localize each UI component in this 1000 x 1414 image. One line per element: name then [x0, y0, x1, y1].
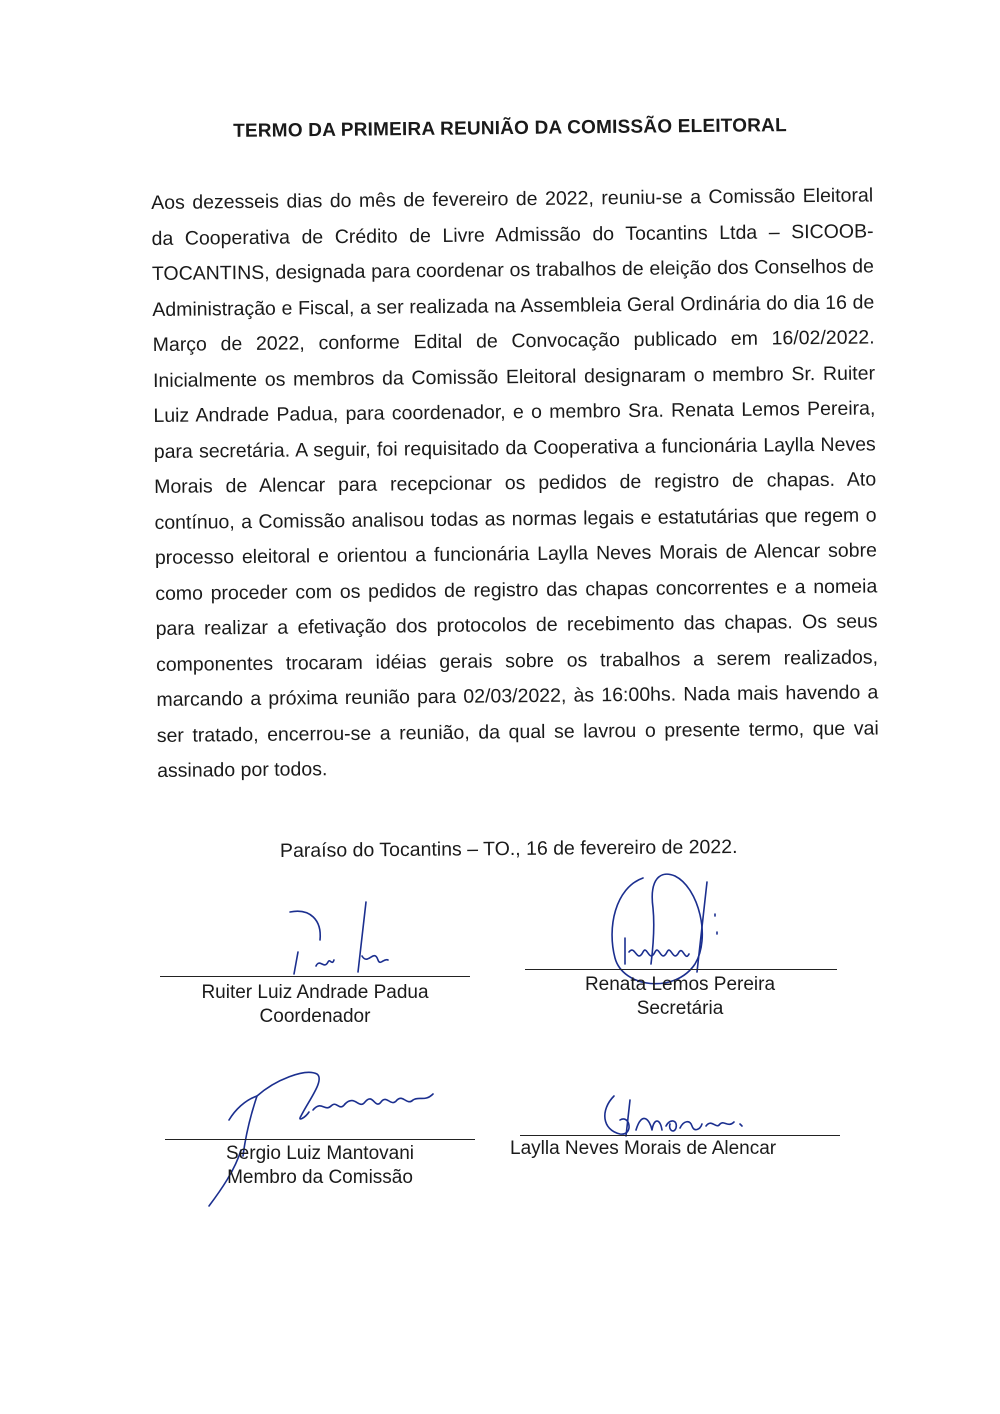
signatory-role: Membro da Comissão — [227, 1167, 413, 1188]
document-title: TERMO DA PRIMEIRA REUNIÃO DA COMISSÃO ELEITORAL — [233, 115, 787, 142]
signature-block-secretary — [525, 868, 835, 1028]
signatory-name: Sergio Luiz Mantovani — [226, 1143, 414, 1164]
signatory-role: Secretária — [636, 998, 724, 1019]
signature-block-coordinator — [160, 900, 470, 1040]
signature-line — [525, 969, 837, 970]
signature-line — [520, 1135, 840, 1136]
signatory-name: Ruiter Luiz Andrade Padua — [201, 982, 429, 1003]
signatory-name: Laylla Neves Morais de Alencar — [510, 1138, 777, 1159]
signature-block-employee — [510, 1090, 830, 1180]
signatory-role: Coordenador — [259, 1006, 371, 1027]
handwritten-signature-ruiter — [270, 900, 400, 980]
place-date: Paraíso do Tocantins – TO., 16 de fevereiro de 2022. — [279, 836, 738, 862]
document-body: Aos dezesseis dias do mês de fevereiro de 2022, reuniu-se a Comissão Eleitoral da Cooperativa de Crédito de Livre Admissão do Tocantins Ltda – SICOOB-TOCANTINS, designada para coordenar os trabalhos de eleição dos Conselhos de Administração e Fiscal, a ser realizada na Assembleia Geral Ordinária do dia 16 de Março de 2022, conforme Edital de Convocação publicado em 16/02/2022. Inicialmente os membros da Comissão Eleitoral designaram o membro Sr. Ruiter Luiz Andrade Padua, para coordenador, e o membro Sra. Renata Lemos Pereira, para secretária. A seguir, foi requisitado da Cooperativa a funcionária Laylla Neves Morais de Alencar para recepcionar os pedidos de registro de chapas. Ato contínuo, a Comissão analisou todas as normas legais e estatutárias que regem o processo eleitoral e orientou a funcionária Laylla Neves Morais de Alencar sobre como proceder com os pedidos de registro das chapas concorrentes e a nomeia para realizar a efetivação dos protocolos de recebimento das chapas. Os seus componentes trocaram idéias gerais sobre os trabalhos a serem realizados, marcando a próxima reunião para 02/03/2022, às 16:00hs. Nada mais havendo a ser tratado, encerrou-se a reunião, da qual se lavrou o presente termo, que vai assinado por todos. — [151, 184, 879, 782]
signatory-name: Renata Lemos Pereira — [584, 974, 776, 995]
signature-line — [165, 1139, 475, 1140]
signature-line — [160, 976, 470, 977]
signature-block-member — [165, 1060, 475, 1220]
